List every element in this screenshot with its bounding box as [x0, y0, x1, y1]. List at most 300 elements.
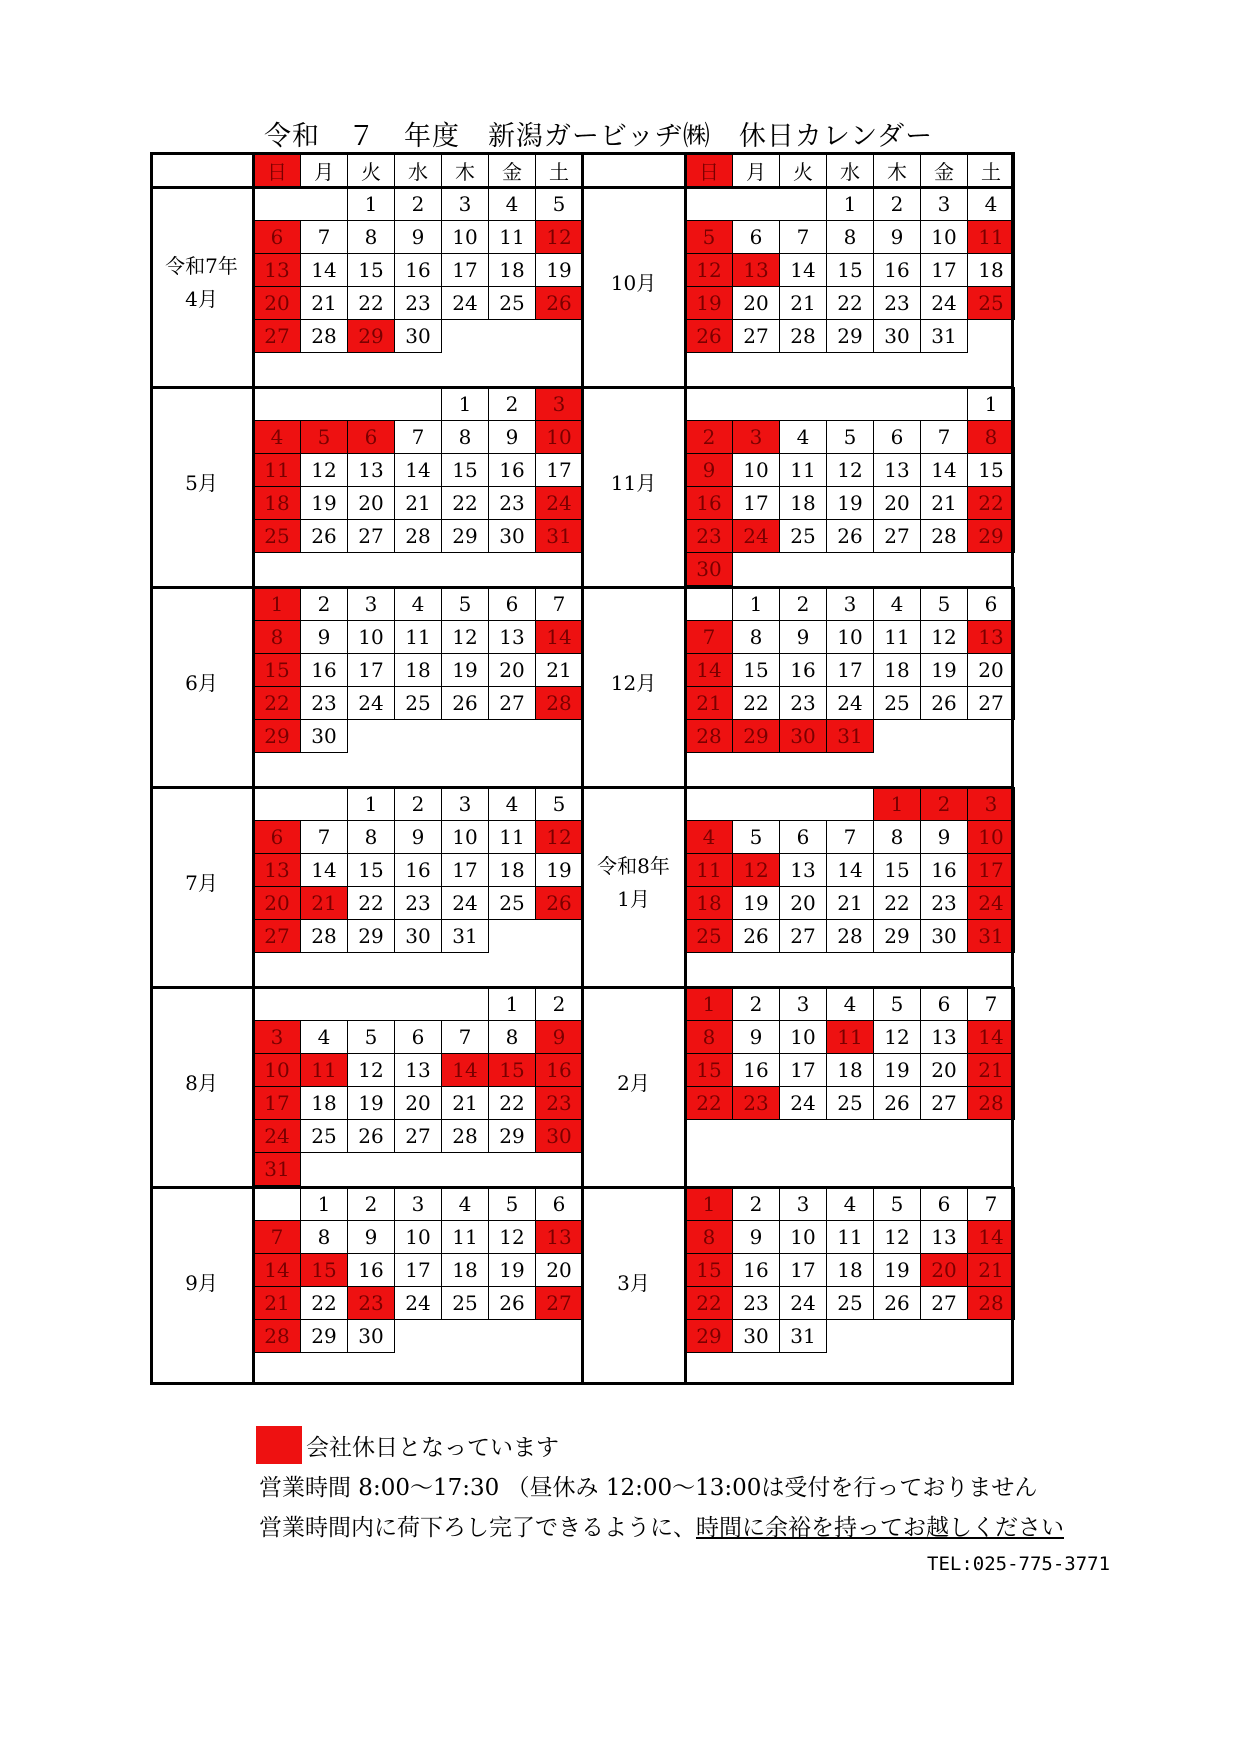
day-cell: 17 [826, 653, 874, 687]
day-cell: 26 [732, 919, 780, 953]
grid-divider-vertical [581, 152, 584, 1385]
day-cell: 29 [300, 1319, 348, 1353]
holiday-cell: 12 [732, 853, 780, 887]
month-label-line: 9月 [185, 1270, 218, 1295]
day-cell: 25 [779, 519, 827, 553]
day-cell: 10 [779, 1220, 827, 1254]
holiday-cell: 20 [920, 1253, 968, 1287]
day-cell: 20 [873, 486, 921, 520]
day-cell: 7 [967, 1187, 1015, 1221]
holiday-cell: 23 [535, 1086, 583, 1120]
holiday-cell: 29 [732, 719, 780, 753]
day-cell: 16 [488, 453, 536, 487]
day-cell: 10 [779, 1020, 827, 1054]
day-cell: 10 [347, 620, 395, 654]
holiday-cell: 25 [253, 519, 301, 553]
holiday-cell: 3 [732, 420, 780, 454]
day-cell: 19 [535, 253, 583, 287]
month-label-10 [150, 1267, 253, 1300]
day-cell: 10 [826, 620, 874, 654]
day-cell: 27 [347, 519, 395, 553]
month-label-line: 1月 [617, 887, 650, 911]
day-cell: 29 [347, 919, 395, 953]
holiday-cell: 13 [535, 1220, 583, 1254]
unloading-note [259, 1509, 1064, 1542]
month-label-line: 8月 [185, 1070, 218, 1095]
day-cell: 30 [300, 719, 348, 753]
day-cell: 1 [300, 1187, 348, 1221]
holiday-cell: 18 [253, 486, 301, 520]
holiday-cell: 21 [253, 1286, 301, 1320]
day-cell: 11 [441, 1220, 489, 1254]
day-cell: 9 [732, 1020, 780, 1054]
day-cell: 30 [347, 1319, 395, 1353]
day-cell: 16 [732, 1253, 780, 1287]
day-cell: 14 [826, 853, 874, 887]
day-cell: 22 [300, 1286, 348, 1320]
holiday-cell: 31 [826, 719, 874, 753]
day-cell: 5 [535, 187, 583, 221]
day-cell: 10 [394, 1220, 442, 1254]
month-label-4 [150, 667, 253, 700]
day-cell: 20 [394, 1086, 442, 1120]
month-label-3 [582, 467, 685, 500]
day-cell: 16 [920, 853, 968, 887]
day-cell: 1 [826, 187, 874, 221]
holiday-cell: 3 [253, 1020, 301, 1054]
day-cell: 22 [347, 886, 395, 920]
grid-divider-vertical [252, 152, 255, 1385]
holiday-cell: 21 [967, 1053, 1015, 1087]
page-title: 令和 ７ 年度 新潟ガービッヂ㈱ 休日カレンダー [264, 121, 934, 152]
holiday-cell: 28 [967, 1086, 1015, 1120]
day-cell: 5 [920, 587, 968, 621]
day-cell: 21 [441, 1086, 489, 1120]
holiday-cell: 12 [535, 820, 583, 854]
day-cell: 7 [920, 420, 968, 454]
day-cell: 10 [732, 453, 780, 487]
holiday-cell: 25 [685, 919, 733, 953]
holiday-cell: 24 [253, 1119, 301, 1153]
month-label-0 [150, 250, 253, 316]
day-cell: 12 [873, 1220, 921, 1254]
day-cell: 26 [873, 1086, 921, 1120]
day-cell: 16 [394, 853, 442, 887]
holiday-cell: 13 [732, 253, 780, 287]
day-cell: 12 [873, 1020, 921, 1054]
day-cell: 16 [873, 253, 921, 287]
holiday-cell: 11 [826, 1020, 874, 1054]
day-cell: 11 [488, 820, 536, 854]
holiday-cell: 31 [253, 1152, 301, 1186]
day-cell: 30 [488, 519, 536, 553]
day-cell: 26 [441, 686, 489, 720]
day-cell: 17 [441, 853, 489, 887]
day-cell: 8 [347, 220, 395, 254]
day-cell: 18 [300, 1086, 348, 1120]
day-cell: 2 [300, 587, 348, 621]
month-label-line: 11月 [610, 470, 657, 495]
day-cell: 19 [347, 1086, 395, 1120]
month-label-line: 令和8年 [597, 854, 670, 878]
day-cell: 2 [394, 187, 442, 221]
holiday-cell: 3 [535, 387, 583, 421]
day-cell: 31 [920, 319, 968, 353]
weekday-header-left-1: 月 [300, 152, 348, 188]
day-cell: 13 [920, 1220, 968, 1254]
day-cell: 28 [920, 519, 968, 553]
day-cell: 2 [347, 1187, 395, 1221]
day-cell: 5 [441, 587, 489, 621]
day-cell: 8 [873, 820, 921, 854]
day-cell: 16 [394, 253, 442, 287]
holiday-cell: 14 [535, 620, 583, 654]
day-cell: 3 [920, 187, 968, 221]
day-cell: 16 [300, 653, 348, 687]
day-cell: 25 [300, 1119, 348, 1153]
day-cell: 13 [920, 1020, 968, 1054]
day-cell: 2 [488, 387, 536, 421]
day-cell: 2 [535, 987, 583, 1021]
holiday-cell: 13 [967, 620, 1015, 654]
day-cell: 4 [967, 187, 1015, 221]
day-cell: 6 [732, 220, 780, 254]
day-cell: 13 [488, 620, 536, 654]
day-cell: 7 [779, 220, 827, 254]
month-label-11 [582, 1267, 685, 1300]
day-cell: 19 [873, 1253, 921, 1287]
holiday-cell: 8 [967, 420, 1015, 454]
holiday-cell: 11 [685, 853, 733, 887]
grid-divider-horizontal [150, 386, 1014, 389]
holiday-cell: 2 [685, 420, 733, 454]
day-cell: 20 [967, 653, 1015, 687]
month-label-1 [582, 267, 685, 300]
day-cell: 6 [920, 1187, 968, 1221]
holiday-cell: 29 [685, 1319, 733, 1353]
day-cell: 1 [347, 187, 395, 221]
day-cell: 3 [394, 1187, 442, 1221]
day-cell: 12 [488, 1220, 536, 1254]
day-cell: 18 [488, 253, 536, 287]
day-cell: 7 [300, 820, 348, 854]
holiday-cell: 8 [685, 1220, 733, 1254]
day-cell: 24 [394, 1286, 442, 1320]
day-cell: 8 [488, 1020, 536, 1054]
day-cell: 2 [779, 587, 827, 621]
holiday-cell: 8 [685, 1020, 733, 1054]
day-cell: 20 [488, 653, 536, 687]
day-cell: 30 [920, 919, 968, 953]
day-cell: 1 [347, 787, 395, 821]
day-cell: 24 [920, 286, 968, 320]
holiday-cell: 15 [685, 1253, 733, 1287]
day-cell: 4 [300, 1020, 348, 1054]
day-cell: 12 [347, 1053, 395, 1087]
day-cell: 15 [732, 653, 780, 687]
holiday-cell: 27 [253, 919, 301, 953]
month-label-line: 2月 [617, 1070, 650, 1095]
day-cell: 21 [535, 653, 583, 687]
holiday-cell: 7 [253, 1220, 301, 1254]
day-cell: 19 [441, 653, 489, 687]
holiday-cell: 28 [967, 1286, 1015, 1320]
day-cell: 18 [873, 653, 921, 687]
weekday-header-right-0: 日 [685, 152, 733, 188]
weekday-header-left-2: 火 [347, 152, 395, 188]
day-cell: 5 [873, 987, 921, 1021]
grid-divider-horizontal [150, 986, 1014, 989]
day-cell: 12 [300, 453, 348, 487]
holiday-cell: 11 [253, 453, 301, 487]
day-cell: 29 [441, 519, 489, 553]
month-label-line: 3月 [617, 1270, 650, 1295]
day-cell: 9 [732, 1220, 780, 1254]
grid-divider-vertical [684, 152, 687, 1385]
day-cell: 24 [779, 1286, 827, 1320]
month-label-9 [582, 1067, 685, 1100]
day-cell: 14 [394, 453, 442, 487]
day-cell: 5 [732, 820, 780, 854]
day-cell: 24 [826, 686, 874, 720]
holiday-cell: 23 [685, 519, 733, 553]
holiday-cell: 24 [967, 886, 1015, 920]
day-cell: 6 [488, 587, 536, 621]
day-cell: 9 [394, 820, 442, 854]
holiday-cell: 2 [920, 787, 968, 821]
day-cell: 21 [394, 486, 442, 520]
holiday-cell: 30 [685, 552, 733, 586]
day-cell: 29 [488, 1119, 536, 1153]
day-cell: 13 [347, 453, 395, 487]
day-cell: 20 [347, 486, 395, 520]
day-cell: 30 [732, 1319, 780, 1353]
day-cell: 10 [441, 220, 489, 254]
holiday-cell: 22 [253, 686, 301, 720]
weekday-header-left-6: 土 [535, 152, 583, 188]
day-cell: 27 [732, 319, 780, 353]
day-cell: 30 [873, 319, 921, 353]
day-cell: 28 [779, 319, 827, 353]
month-label-5 [582, 667, 685, 700]
day-cell: 27 [779, 919, 827, 953]
day-cell: 29 [826, 319, 874, 353]
day-cell: 15 [347, 253, 395, 287]
holiday-cell: 6 [253, 220, 301, 254]
day-cell: 2 [732, 987, 780, 1021]
day-cell: 25 [488, 286, 536, 320]
day-cell: 19 [920, 653, 968, 687]
day-cell: 14 [300, 853, 348, 887]
holiday-cell: 29 [347, 319, 395, 353]
day-cell: 7 [826, 820, 874, 854]
day-cell: 26 [920, 686, 968, 720]
day-cell: 23 [732, 1286, 780, 1320]
grid-divider-horizontal [150, 186, 1014, 189]
day-cell: 30 [394, 319, 442, 353]
holiday-cell: 6 [253, 820, 301, 854]
holiday-cell: 14 [967, 1220, 1015, 1254]
day-cell: 24 [441, 286, 489, 320]
day-cell: 1 [967, 387, 1015, 421]
day-cell: 25 [488, 886, 536, 920]
day-cell: 28 [394, 519, 442, 553]
holiday-cell: 23 [347, 1286, 395, 1320]
weekday-header-right-1: 月 [732, 152, 780, 188]
day-cell: 8 [826, 220, 874, 254]
holiday-cell: 17 [253, 1086, 301, 1120]
day-cell: 4 [488, 787, 536, 821]
day-cell: 8 [441, 420, 489, 454]
day-cell: 14 [300, 253, 348, 287]
day-cell: 23 [920, 886, 968, 920]
day-cell: 23 [779, 686, 827, 720]
holiday-cell: 12 [685, 253, 733, 287]
day-cell: 27 [394, 1119, 442, 1153]
holiday-cell: 14 [253, 1253, 301, 1287]
month-label-line: 6月 [185, 670, 218, 695]
telephone-number: TEL:025-775-3771 [927, 1553, 1111, 1575]
day-cell: 7 [535, 587, 583, 621]
day-cell: 1 [441, 387, 489, 421]
day-cell: 9 [347, 1220, 395, 1254]
holiday-cell: 11 [300, 1053, 348, 1087]
legend-text: 会社休日となっています [306, 1435, 559, 1461]
day-cell: 16 [779, 653, 827, 687]
day-cell: 19 [488, 1253, 536, 1287]
holiday-cell: 22 [685, 1086, 733, 1120]
holiday-cell: 21 [300, 886, 348, 920]
holiday-cell: 16 [535, 1053, 583, 1087]
weekday-header-left-0: 日 [253, 152, 301, 188]
day-cell: 22 [347, 286, 395, 320]
day-cell: 9 [488, 420, 536, 454]
day-cell: 26 [300, 519, 348, 553]
day-cell: 20 [535, 1253, 583, 1287]
month-label-8 [150, 1067, 253, 1100]
day-cell: 27 [967, 686, 1015, 720]
day-cell: 22 [441, 486, 489, 520]
holiday-cell: 26 [535, 286, 583, 320]
holiday-cell: 5 [300, 420, 348, 454]
day-cell: 2 [394, 787, 442, 821]
day-cell: 17 [441, 253, 489, 287]
day-cell: 17 [920, 253, 968, 287]
month-label-line: 4月 [185, 287, 218, 311]
day-cell: 28 [826, 919, 874, 953]
day-cell: 28 [300, 319, 348, 353]
holiday-cell: 14 [967, 1020, 1015, 1054]
holiday-cell: 28 [253, 1319, 301, 1353]
holiday-cell: 29 [253, 719, 301, 753]
day-cell: 4 [394, 587, 442, 621]
month-label-6 [150, 867, 253, 900]
holiday-cell: 13 [253, 253, 301, 287]
day-cell: 8 [732, 620, 780, 654]
day-cell: 10 [441, 820, 489, 854]
holiday-cell: 10 [253, 1053, 301, 1087]
holiday-cell: 15 [253, 653, 301, 687]
day-cell: 11 [394, 620, 442, 654]
day-cell: 30 [394, 919, 442, 953]
holiday-cell: 9 [535, 1020, 583, 1054]
holiday-cell: 4 [685, 820, 733, 854]
day-cell: 3 [826, 587, 874, 621]
weekday-header-right-3: 水 [826, 152, 874, 188]
holiday-cell: 30 [779, 719, 827, 753]
day-cell: 28 [441, 1119, 489, 1153]
day-cell: 18 [488, 853, 536, 887]
day-cell: 18 [779, 486, 827, 520]
holiday-cell: 1 [685, 987, 733, 1021]
day-cell: 28 [300, 919, 348, 953]
day-cell: 15 [826, 253, 874, 287]
holiday-cell: 29 [967, 519, 1015, 553]
day-cell: 1 [488, 987, 536, 1021]
day-cell: 11 [779, 453, 827, 487]
holiday-cell: 31 [967, 919, 1015, 953]
day-cell: 23 [394, 286, 442, 320]
holiday-cell: 20 [253, 886, 301, 920]
day-cell: 12 [441, 620, 489, 654]
holiday-cell: 20 [253, 286, 301, 320]
day-cell: 17 [779, 1253, 827, 1287]
day-cell: 17 [394, 1253, 442, 1287]
holiday-cell: 11 [967, 220, 1015, 254]
holiday-cell: 16 [685, 486, 733, 520]
day-cell: 21 [779, 286, 827, 320]
day-cell: 31 [441, 919, 489, 953]
holiday-cell: 27 [253, 319, 301, 353]
day-cell: 6 [873, 420, 921, 454]
day-cell: 20 [920, 1053, 968, 1087]
holiday-cell: 27 [535, 1286, 583, 1320]
day-cell: 11 [826, 1220, 874, 1254]
day-cell: 23 [873, 286, 921, 320]
day-cell: 21 [300, 286, 348, 320]
holiday-cell: 26 [685, 319, 733, 353]
day-cell: 9 [920, 820, 968, 854]
holiday-cell: 1 [873, 787, 921, 821]
day-cell: 4 [826, 1187, 874, 1221]
holiday-cell: 1 [253, 587, 301, 621]
holiday-cell: 7 [685, 620, 733, 654]
month-label-2 [150, 467, 253, 500]
day-cell: 3 [779, 987, 827, 1021]
day-cell: 2 [873, 187, 921, 221]
day-cell: 25 [441, 1286, 489, 1320]
day-cell: 24 [441, 886, 489, 920]
day-cell: 12 [920, 620, 968, 654]
holiday-cell: 4 [253, 420, 301, 454]
holiday-cell: 26 [535, 886, 583, 920]
holiday-cell: 5 [685, 220, 733, 254]
day-cell: 10 [920, 220, 968, 254]
weekday-header-right-5: 金 [920, 152, 968, 188]
day-cell: 2 [732, 1187, 780, 1221]
day-cell: 22 [488, 1086, 536, 1120]
day-cell: 19 [535, 853, 583, 887]
holiday-cell: 14 [441, 1053, 489, 1087]
day-cell: 8 [347, 820, 395, 854]
holiday-cell: 14 [685, 653, 733, 687]
day-cell: 27 [873, 519, 921, 553]
holiday-cell: 28 [685, 719, 733, 753]
month-label-line: 7月 [185, 870, 218, 895]
day-cell: 15 [873, 853, 921, 887]
day-cell: 20 [732, 286, 780, 320]
day-cell: 11 [488, 220, 536, 254]
